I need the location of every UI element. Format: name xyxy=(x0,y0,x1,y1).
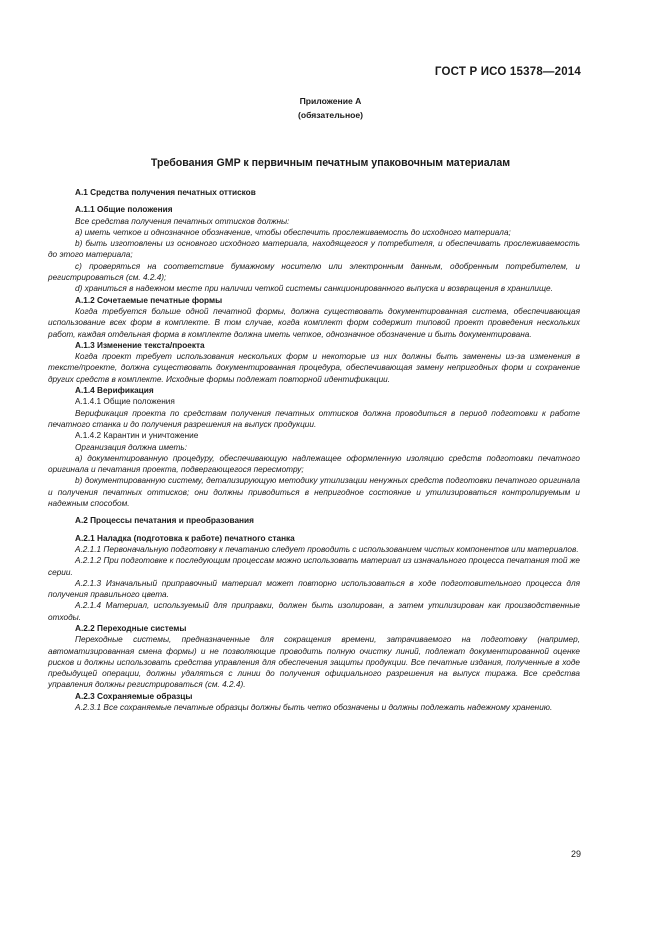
clause-heading: А.1.4.1 Общие положения xyxy=(75,397,175,407)
list-item: c) проверяться на соответствие бумажному носителю или электронным данным, одобренным потребителем, и регистрироваться (см. 4.2.4); xyxy=(48,261,580,283)
paragraph: Все средства получения печатных оттисков должны: xyxy=(75,216,290,226)
page-number: 29 xyxy=(570,849,581,859)
paragraph: Когда проект требует использования нескольких форм и некоторые из них должны быть заменены из-за изменения в тексте/проекте, должна существовать документированная процедура, обеспечивающая замену непригодных форм и сохранение других средств в комплекте. Исходные формы подлежат повторной идентификации. xyxy=(48,352,580,384)
standard-number: ГОСТ Р ИСО 15378—2014 xyxy=(434,66,581,78)
annex-title: Приложение А xyxy=(299,96,362,106)
subsection-heading: А.2.1 Наладка (подготовка к работе) печатного станка xyxy=(75,533,295,543)
list-item: b) документированную систему, детализирующую методику утилизации ненужных средств подготовки печатного оригинала и получения печатных оттисков; они должны приводиться в непригодное состояние и утилизироваться контролируемым и надежным способом. xyxy=(48,476,580,509)
paragraph: А.2.1.2 При подготовке к последующим процессам можно использовать материал из изначального процесса печатания той же серии. xyxy=(48,556,580,577)
paragraph: А.2.1.4 Материал, используемый для приправки, должен быть изолирован, а затем утилизирован как производственные отходы. xyxy=(48,601,580,622)
paragraph: Верификация проекта по средствам получения печатных оттисков должна проводиться в период подготовки к работе печатного станка и до получения разрешения на выпуск продукции. xyxy=(48,408,580,429)
subsection-heading: А.2.3 Сохраняемые образцы xyxy=(75,691,193,701)
subsection-heading: А.1.1 Общие положения xyxy=(75,205,173,215)
subsection-heading: А.2.2 Переходные системы xyxy=(75,623,187,633)
document-body xyxy=(48,184,580,713)
subsection-heading: А.1.4 Верификация xyxy=(75,386,154,396)
annex-heading: Требования GMP к первичным печатным упаковочным материалам xyxy=(150,157,511,169)
list-item: b) быть изготовлены из основного исходного материала, находящегося у потребителя, и обеспечивать прослеживаемость до этого материала; xyxy=(48,239,580,260)
paragraph: А.2.1.1 Первоначальную подготовку к печатанию следует проводить с использованием чистых компонентов или материалов. xyxy=(75,544,579,554)
annex-status: (обязательное) xyxy=(297,110,364,120)
list-item: a) иметь четкое и однозначное обозначение, чтобы обеспечить прослеживаемость до исходного материала; xyxy=(75,227,511,237)
paragraph: Когда требуется больше одной печатной формы, должна существовать документированная система, обеспечивающая использование всех форм в комплекте. В том случае, когда комплект форм содержит типовой проект проведения нескольких работ, каждая отдельная форма в комплекте должна иметь четкое, однозначное обозначение и быть документирована. xyxy=(48,306,580,339)
subsection-heading: А.1.2 Сочетаемые печатные формы xyxy=(75,295,223,305)
section-heading: А.2 Процессы печатания и преобразования xyxy=(75,516,254,526)
section-heading: А.1 Средства получения печатных оттисков xyxy=(75,188,256,197)
paragraph: А.2.3.1 Все сохраняемые печатные образцы должны быть четко обозначены и должны подлежать надежному хранению. xyxy=(75,703,553,713)
subsection-heading: А.1.3 Изменение текста/проекта xyxy=(75,340,205,350)
list-item: a) документированную процедуру, обеспечивающую надлежащее оформленную изоляцию средств подготовки печатного оригинала и печатания проекта, подвергающегося пересмотру; xyxy=(48,453,580,475)
clause-heading: А.1.4.2 Карантин и уничтожение xyxy=(75,431,199,441)
paragraph: А.2.1.3 Изначальный приправочный материал может повторно использоваться в ходе подготовительного процесса для получения правильного цвета. xyxy=(48,578,580,600)
list-item: d) храниться в надежном месте при наличии четкой системы санкционированного выпуска и возвращения в хранилище. xyxy=(75,284,553,294)
paragraph: Организация должна иметь: xyxy=(75,442,187,452)
annex-label xyxy=(0,94,661,122)
paragraph: Переходные системы, предназначенные для сокращения времени, затрачиваемого на подготовку (например, автоматизированная смена формы) и не позволяющие проводить полную очистку линий, подлежат документированной оценке рисков и должны использовать средства управления для обеспечения защиты продукции. Все печатные издания, полученные в ходе предыдущей операции, должны удаляться с линии до получения официального разрешения на выпуск тиража. Все средства управления должны регистрироваться (см. 4.2.4). xyxy=(48,635,580,690)
